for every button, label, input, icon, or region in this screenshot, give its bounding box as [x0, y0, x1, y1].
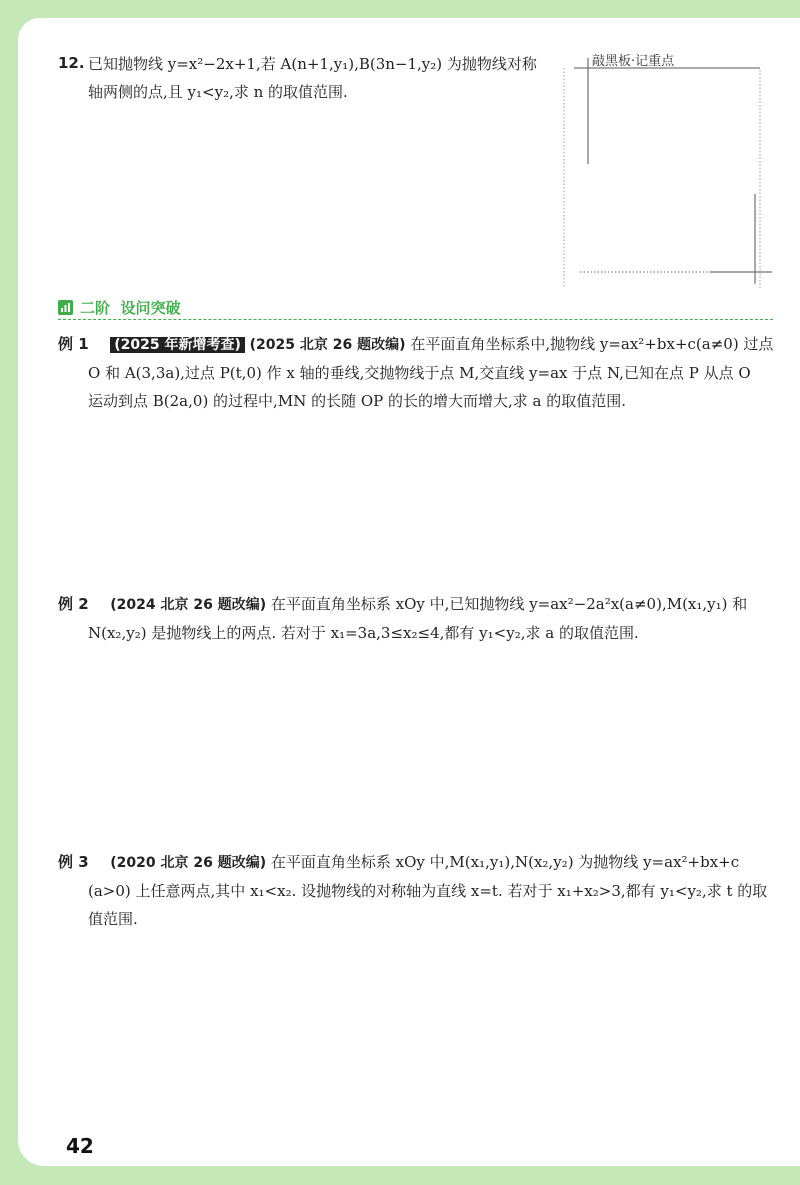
example-3 — [58, 848, 778, 933]
page-number: 42 — [66, 1134, 94, 1158]
bar-chart-icon — [58, 300, 73, 315]
section-divider — [58, 319, 773, 320]
section-header — [58, 296, 773, 322]
new-exam-tag: (2025 年新增考查) — [110, 337, 245, 353]
example-3-source: (2020 北京 26 题改编) — [110, 855, 267, 871]
example-1 — [58, 330, 778, 415]
question-number: 12. — [58, 54, 85, 72]
example-3-line-2: (a>0) 上任意两点,其中 x₁<x₂. 设抛物线的对称轴为直线 x=t. 若对于 x₁+x₂>3,都有 y₁<y₂,求 t 的取 — [88, 882, 768, 900]
example-2-source: (2024 北京 26 题改编) — [110, 597, 267, 613]
example-1-line-3: 运动到点 B(2a,0) 的过程中,MN 的长随 OP 的长的增大而增大,求 a 的取值范围. — [88, 392, 627, 410]
notes-panel — [560, 44, 775, 290]
notes-panel-title: 敲黑板·记重点 — [592, 54, 675, 69]
example-3-label: 例 3 — [58, 853, 89, 871]
question-12-line-1: 已知抛物线 y=x²−2x+1,若 A(n+1,y₁),B(3n−1,y₂) 为抛物线对称 — [88, 55, 537, 73]
section-title: 二阶 设问突破 — [80, 299, 181, 317]
example-2-label: 例 2 — [58, 595, 89, 613]
question-12-text — [88, 50, 558, 106]
example-1-line-2: O 和 A(3,3a),过点 P(t,0) 作 x 轴的垂线,交抛物线于点 M,交直线 y=ax 于点 N,已知在点 P 从点 O — [88, 364, 751, 382]
example-1-source: (2025 北京 26 题改编) — [249, 337, 406, 353]
example-2-line-2: N(x₂,y₂) 是抛物线上的两点. 若对于 x₁=3a,3≤x₂≤4,都有 y₁<y₂,求 a 的取值范围. — [88, 624, 639, 642]
question-12-line-2: 轴两侧的点,且 y₁<y₂,求 n 的取值范围. — [88, 83, 348, 101]
example-1-line-1: 在平面直角坐标系中,抛物线 y=ax²+bx+c(a≠0) 过点 — [410, 335, 774, 353]
example-2-line-1: 在平面直角坐标系 xOy 中,已知抛物线 y=ax²−2a²x(a≠0),M(x₁,y₁) 和 — [270, 595, 748, 613]
example-3-line-3: 值范围. — [88, 910, 138, 928]
notes-panel-frame — [560, 44, 775, 290]
example-1-label: 例 1 — [58, 335, 89, 353]
example-2 — [58, 590, 778, 647]
example-3-line-1: 在平面直角坐标系 xOy 中,M(x₁,y₁),N(x₂,y₂) 为抛物线 y=ax²+bx+c — [270, 853, 740, 871]
